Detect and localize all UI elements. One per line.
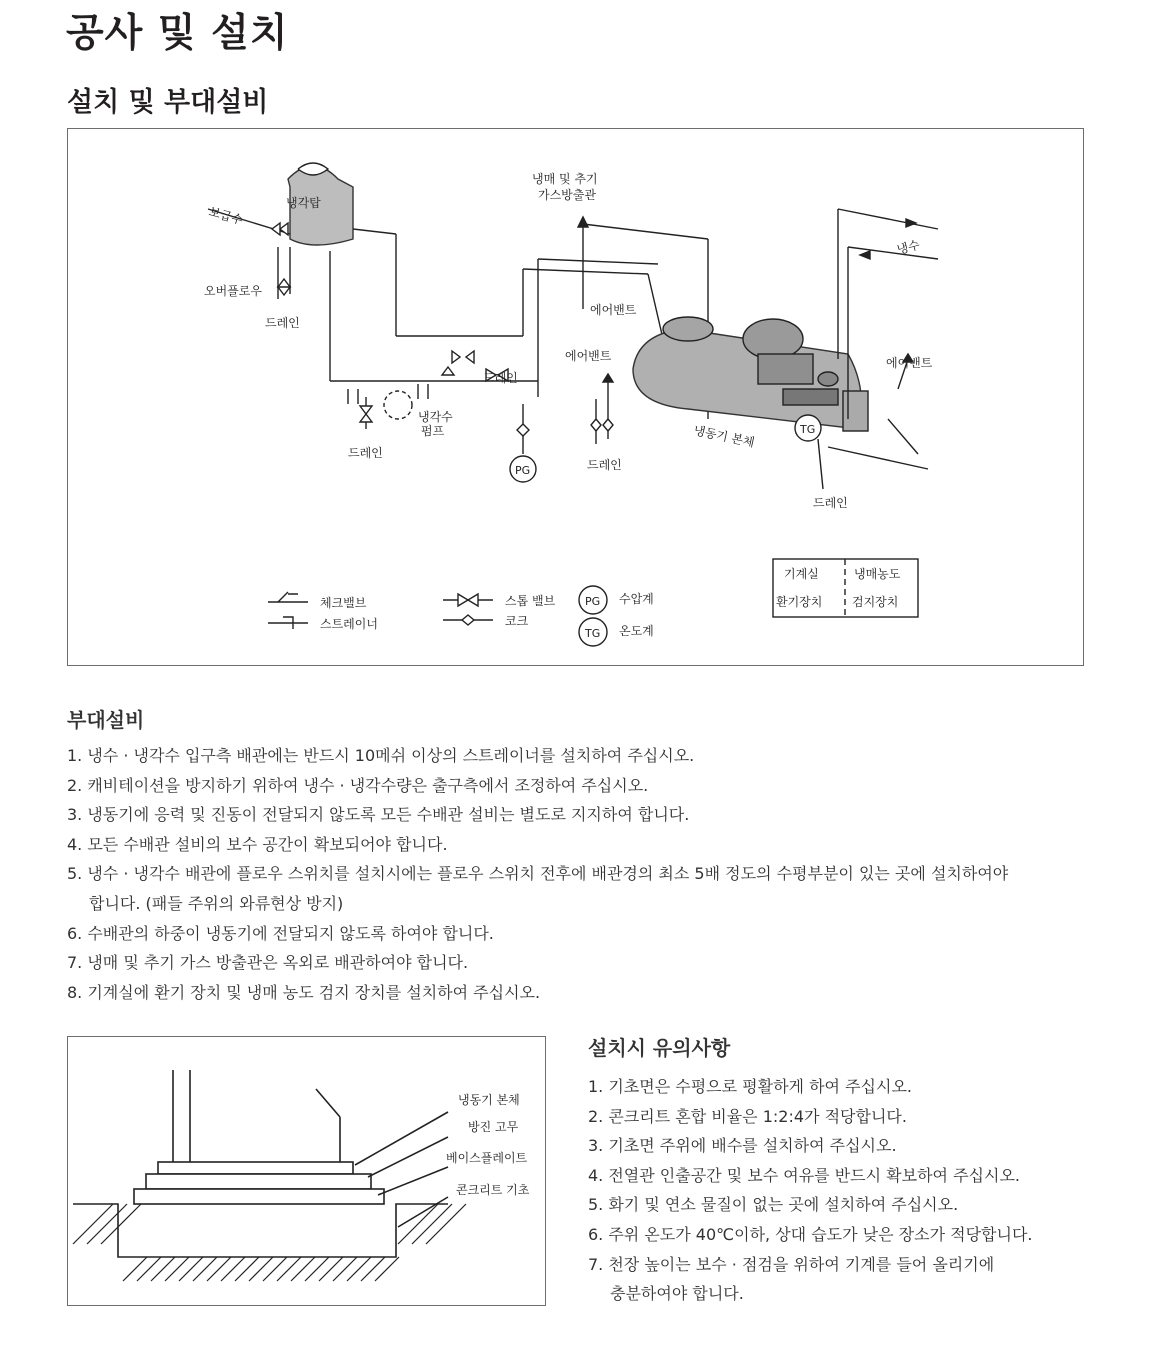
list-item: 2. 캐비테이션을 방지하기 위하여 냉수 · 냉각수량은 출구측에서 조정하여 주십시오.	[67, 775, 649, 795]
list-item: 1. 기초면은 수평으로 평활하게 하여 주십시오.	[588, 1077, 912, 1096]
cooling-pump-label-1: 냉각수	[418, 410, 453, 424]
list-item: 3. 기초면 주위에 배수를 설치하여 주십시오.	[588, 1136, 897, 1156]
cooling-pump-label-2: 펌프	[421, 424, 445, 438]
foundation-diagram	[67, 1036, 546, 1306]
list-item: 3. 냉동기에 응력 및 진동이 전달되지 않도록 모든 수배관 설비는 별도로 지지하여 합니다.	[67, 805, 690, 825]
piping-diagram	[67, 128, 1084, 666]
legend-stop-valve: 스톱 밸브	[505, 594, 556, 608]
foundation-diagram-svg	[68, 1037, 545, 1305]
precautions-heading: 설치시 유의사항	[588, 1036, 731, 1060]
auxiliary-list	[67, 741, 1087, 1007]
legend-pressure-gauge: 수압계	[619, 592, 654, 606]
drain-label-3: 드레인	[483, 371, 518, 385]
air-vent-label-3: 에어밴트	[886, 356, 933, 370]
drain-label-5: 드레인	[813, 496, 848, 510]
piping-diagram-svg	[68, 129, 1083, 665]
drain-label-4: 드레인	[587, 458, 622, 472]
page-title: 공사 및 설치	[66, 11, 289, 56]
list-item: 4. 모든 수배관 설비의 보수 공간이 확보되어야 합니다.	[67, 834, 448, 854]
legend-cock: 코크	[505, 614, 529, 628]
air-vent-label-2: 에어밴트	[565, 349, 612, 363]
list-item: 8. 기계실에 환기 장치 및 냉매 농도 검지 장치를 설치하여 주십시오.	[67, 982, 541, 1002]
air-vent-label-1: 에어밴트	[590, 303, 637, 317]
list-item: 6. 주위 온도가 40℃이하, 상대 습도가 낮은 장소가 적당합니다.	[588, 1224, 1033, 1244]
legend-check-valve: 체크밸브	[320, 596, 367, 610]
precautions-list	[588, 1072, 1108, 1309]
ventilation-label-2: 환기장치	[776, 595, 823, 609]
chiller-body-label: 냉동기 본체	[692, 423, 756, 450]
legend-strainer: 스트레이너	[320, 617, 378, 631]
legend-tg-symbol: TG	[585, 627, 601, 640]
foundation-concrete-label: 콘크리트 기초	[456, 1183, 530, 1197]
list-item: 7. 천장 높이는 보수 · 점검을 위하여 기계를 들어 올리기에 충분하여야 합니다.	[588, 1254, 995, 1304]
foundation-rubber-label: 방진 고무	[468, 1120, 519, 1134]
list-item: 5. 냉수 · 냉각수 배관에 플로우 스위치를 설치시에는 플로우 스위치 전후에 배관경의 최소 5배 정도의 수평부분이 있는 곳에 설치하여야 합니다. (패들 주위의 와류현상 방지)	[67, 864, 1009, 913]
vent-pipe-label-2: 가스방출관	[538, 188, 596, 202]
legend-pg-symbol: PG	[585, 595, 601, 608]
vent-pipe-label-1: 냉매 및 추기	[532, 172, 598, 186]
legend-thermometer: 온도계	[619, 624, 654, 638]
drain-label-1: 드레인	[265, 316, 300, 330]
pg-gauge-label: PG	[515, 464, 531, 477]
rubber-pad	[146, 1174, 371, 1189]
base-plate	[134, 1189, 384, 1204]
list-item: 5. 화기 및 연소 물질이 없는 곳에 설치하여 주십시오.	[588, 1195, 959, 1215]
list-item: 4. 전열관 인출공간 및 보수 여유를 반드시 확보하여 주십시오.	[588, 1165, 1020, 1185]
drain-label-2: 드레인	[348, 446, 383, 460]
makeup-water-label: 보급수	[207, 204, 245, 228]
tg-gauge-label: TG	[800, 423, 816, 436]
ventilation-label-1: 기계실	[784, 567, 819, 581]
chilled-water-label: 냉수	[895, 237, 922, 257]
list-item: 2. 콘크리트 혼합 비율은 1:2:4가 적당합니다.	[588, 1106, 907, 1126]
chiller-base	[158, 1162, 353, 1174]
list-item: 1. 냉수 · 냉각수 입구측 배관에는 반드시 10메쉬 이상의 스트레이너를 설치하여 주십시오.	[67, 746, 695, 765]
overflow-label: 오버플로우	[204, 284, 262, 298]
cooling-tower-label: 냉각탑	[286, 196, 321, 210]
foundation-chiller-label: 냉동기 본체	[458, 1093, 520, 1107]
foundation-baseplate-label: 베이스플레이트	[446, 1151, 528, 1165]
list-item: 7. 냉매 및 추기 가스 방출관은 옥외로 배관하여야 합니다.	[67, 953, 469, 973]
gas-detector-label-2: 검지장치	[852, 595, 899, 609]
auxiliary-heading: 부대설비	[67, 708, 145, 732]
section-title: 설치 및 부대설비	[67, 87, 269, 118]
gas-detector-label-1: 냉매농도	[854, 567, 901, 581]
list-item: 6. 수배관의 하중이 냉동기에 전달되지 않도록 하여야 합니다.	[67, 923, 494, 943]
